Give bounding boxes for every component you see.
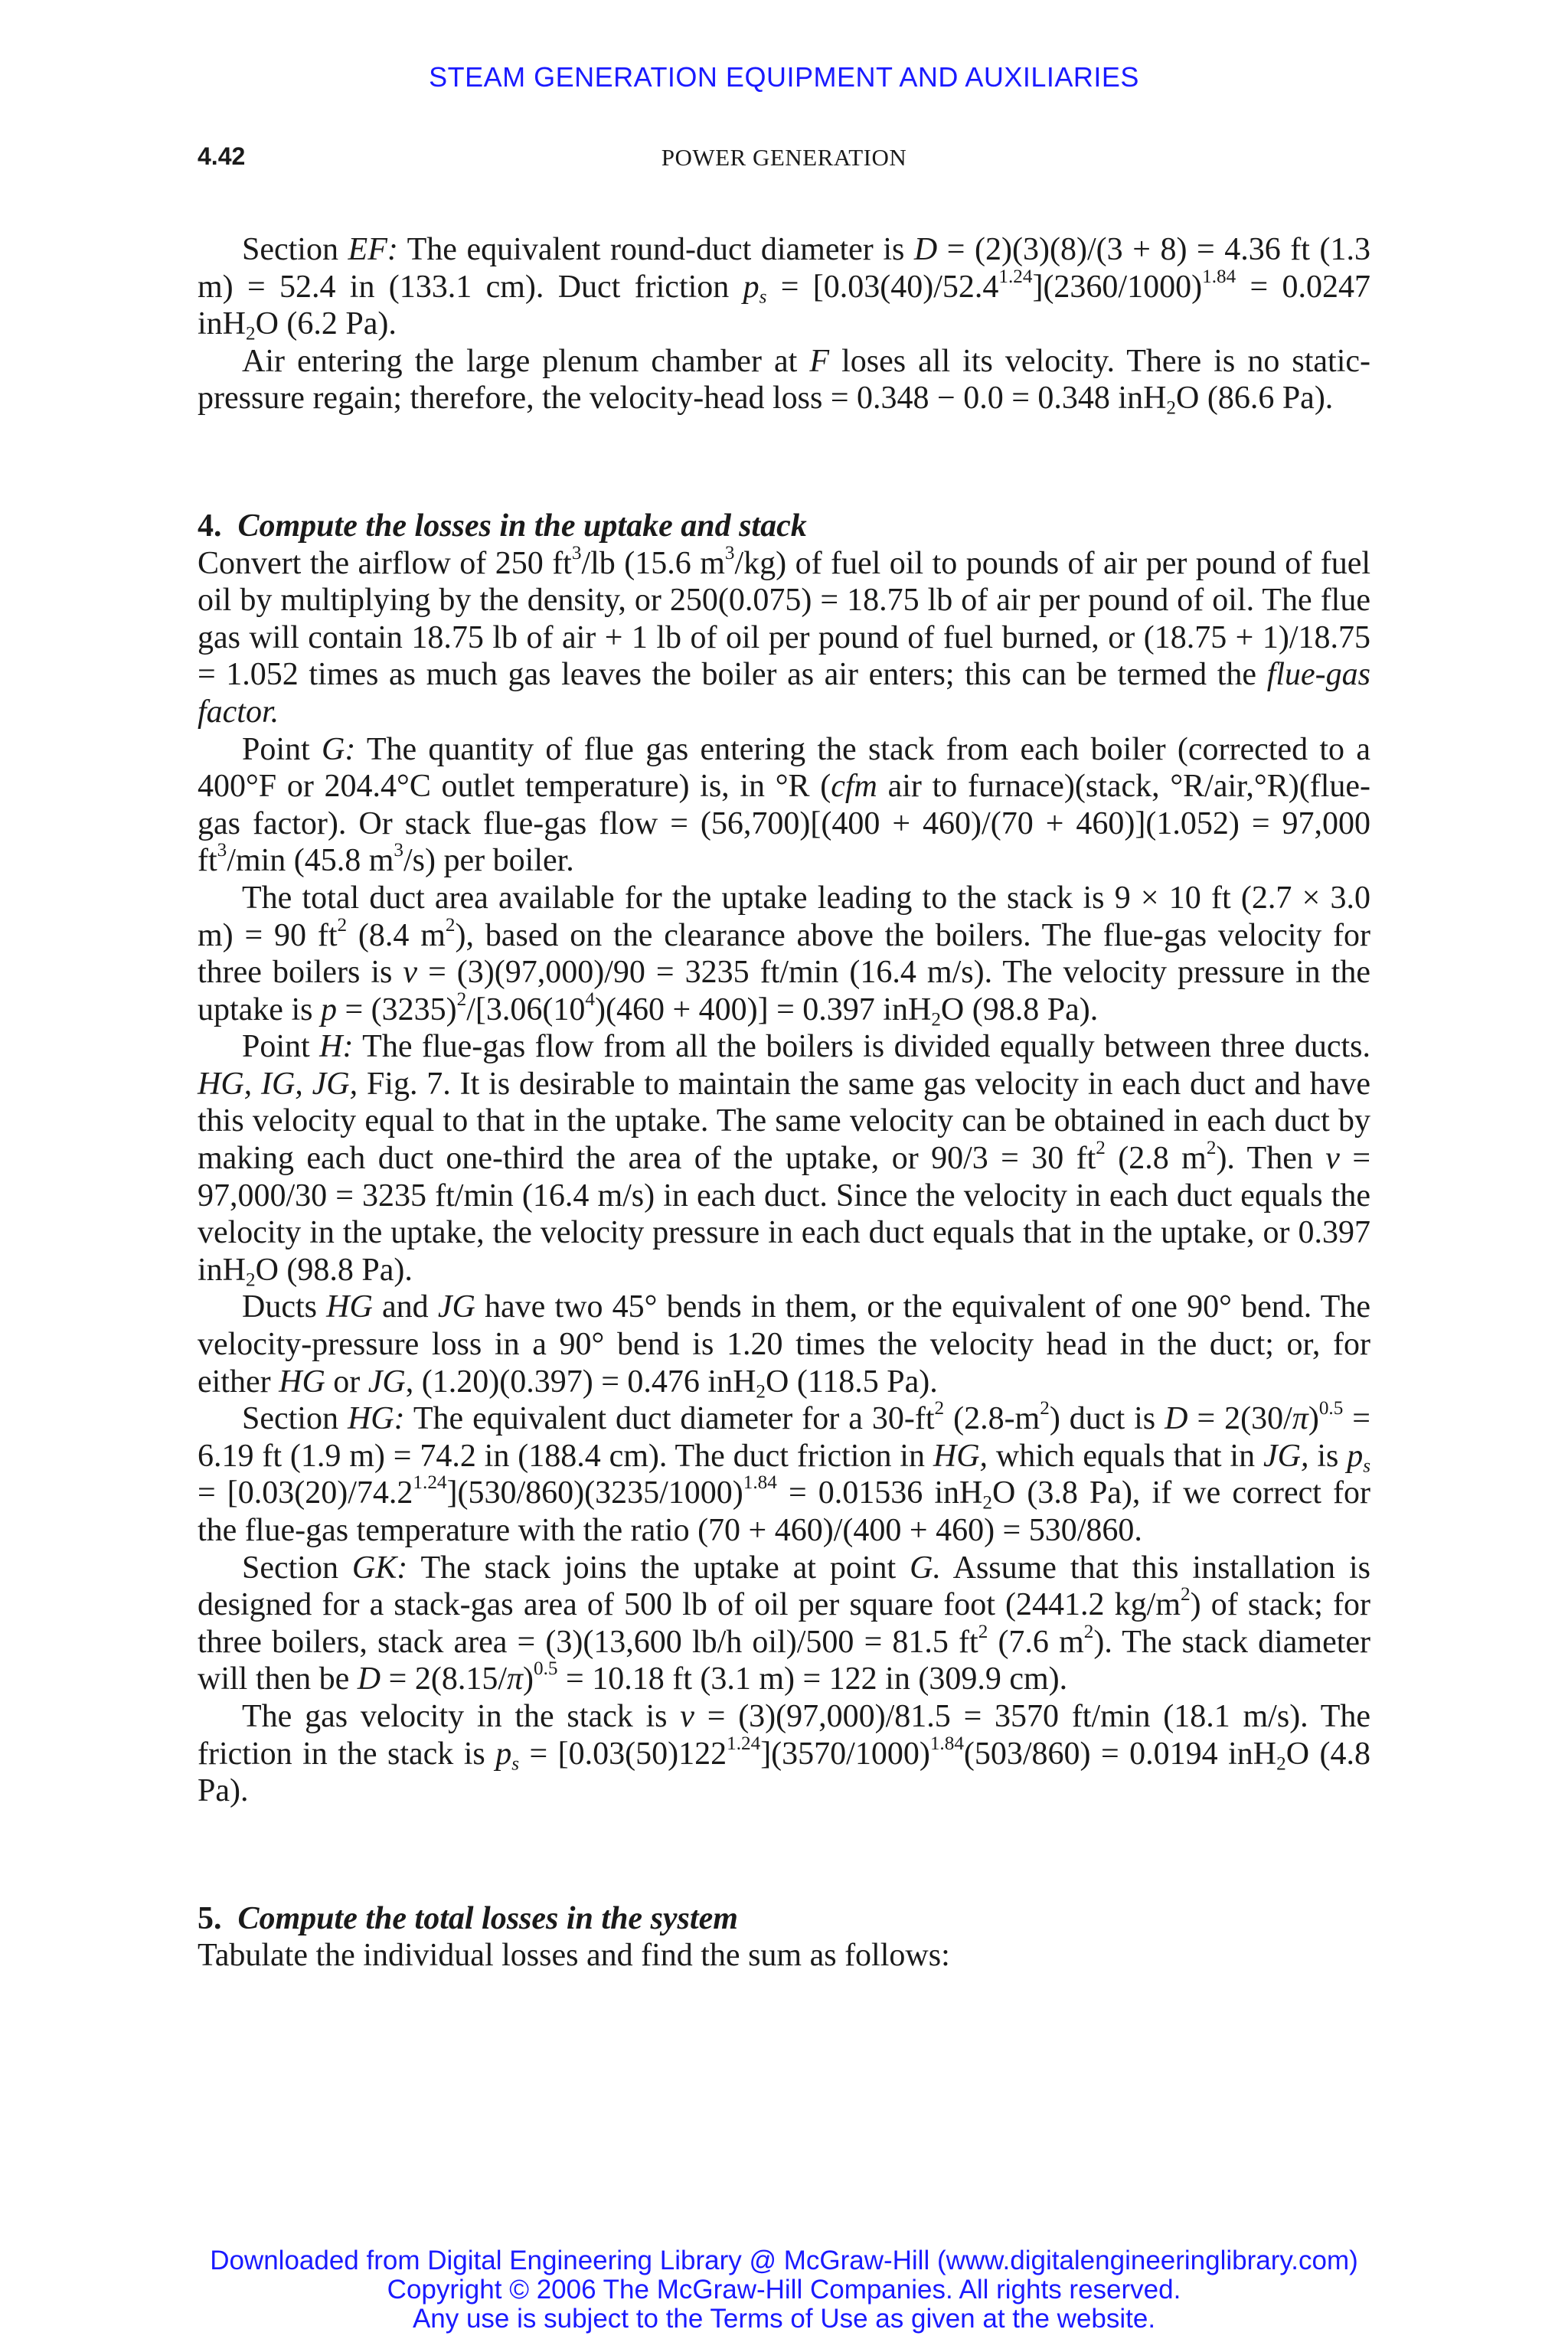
paragraph: Point G: The quantity of flue gas entering the stack from each boiler (corrected to a 400°F or 204.4°C outlet temperature) is, in °R (cfm air to furnace)(stack, °R/air,°R)(flue-gas factor). Or stack flue-gas flow = (56,700)[(400 + 460)/(70 + 460)](1.052) = 97,000 $ft^3/\min$ (45.8 $m^3/s$) per boiler. bbox=[198, 731, 1370, 879]
footer-terms: Any use is subject to the Terms of Use as given at the website. bbox=[412, 2304, 1156, 2334]
footer-download-link[interactable]: Downloaded from Digital Engineering Library @ McGraw-Hill (www.digitalengineeringlibrary.com) bbox=[210, 2246, 1358, 2275]
body-text bbox=[198, 231, 1370, 1975]
step-title: Compute the total losses in the system bbox=[237, 1900, 738, 1936]
running-head: STEAM GENERATION EQUIPMENT AND AUXILIARIES bbox=[429, 61, 1139, 93]
paragraph: Ducts HG and JG have two 45° bends in them, or the equivalent of one 90° bend. The velocity-pressure loss in a 90° bend is 1.20 times the velocity head in the duct; or, for either HG or JG, (1.20)(0.397) = 0.476 inH$_2$O (118.5 Pa). bbox=[198, 1289, 1370, 1403]
book-title: POWER GENERATION bbox=[661, 144, 907, 171]
paragraph: The gas velocity in the stack is v = (3)(97,000)/81.5 = 3570 ft/min (18.1 m/s). The friction in the stack is $p_s = [0.03(50)122^{1.24}](3570/1000)^{1.84}(503/860) = 0.0194$ inH$_2$O (4.8 Pa). bbox=[198, 1698, 1370, 1809]
paragraph: The total duct area available for the uptake leading to the stack is 9 × 10 ft (2.7 × 3.0 m) = 90 $ft^2$ (8.4 $m^2$), based on the clearance above the boilers. The flue-gas velocity for three boilers is v = (3)(97,000)/90 = 3235 ft/min (16.4 m/s). The velocity pressure in the uptake is $p = (3235)^2/[3.06(10^4)(460 + 400)] = 0.397$ inH$_2$O (98.8 Pa). bbox=[198, 880, 1371, 1031]
paragraph: Section GK: The stack joins the uptake at point G. Assume that this installation is designed for a stack-gas area of 500 lb of oil per square foot (2441.2 $kg/m^2$) of stack; for three boilers, stack area = (3)(13,600 lb/h oil)/500 = 81.5 $ft^2$ (7.6 $m^2$). The stack diameter will then be $D = 2(8.15/\pi)^{0.5} = 10.18$ ft (3.1 m) = 122 in (309.9 cm). bbox=[198, 1550, 1371, 1697]
paragraph: Section HG: The equivalent duct diameter for a $30-ft^2$ $(2.8-m^2)$ duct is $D = 2(30/\pi)^{0.5} = 6.19$ ft (1.9 m) = 74.2 in (188.4 cm). The duct friction in HG, which equals that in JG, is $p_s = [0.03(20)/74.2^{1.24}](530/860)(3235/1000)^{1.84} = 0.01536$ inH$_2$O (3.8 Pa), if we correct for the flue-gas temperature with the ratio (70 + 460)/(400 + 460) = 530/860. bbox=[198, 1398, 1371, 1548]
paragraph: Convert the airflow of 250 $ft^3/lb$ (15.6 $m^3/kg$) of fuel oil to pounds of air per pound of fuel oil by multiplying by the density, or 250(0.075) = 18.75 lb of air per pound of oil. The flue gas will contain 18.75 lb of air + 1 lb of oil per pound of fuel burned, or (18.75 + 1)/18.75 = 1.052 times as much gas leaves the boiler as air enters; this can be termed the flue-gas factor. bbox=[198, 542, 1371, 730]
step-heading bbox=[198, 508, 1370, 545]
paragraph: Section EF: The equivalent round-duct diameter is D = (2)(3)(8)/(3 + 8) = 4.36 ft (1.3 m) = 52.4 in (133.1 cm). Duct friction $p_s = [0.03(40)/52.4^{1.24}](2360/1000)^{1.84} = 0.0247$ inH$_2$O (6.2 Pa). bbox=[198, 232, 1371, 345]
paragraph: Air entering the large plenum chamber at F loses all its velocity. There is no static-pressure regain; therefore, the velocity-head loss = 0.348 − 0.0 = 0.348 inH$_2$O (86.6 Pa). bbox=[198, 343, 1370, 419]
step-heading bbox=[198, 1900, 1370, 1938]
step-number: 5. bbox=[198, 1900, 222, 1936]
paragraph: Tabulate the individual losses and find the sum as follows: bbox=[198, 1938, 950, 1974]
footer bbox=[0, 2246, 1568, 2334]
step-title: Compute the losses in the uptake and stack bbox=[237, 508, 807, 544]
step-number: 4. bbox=[198, 508, 222, 544]
page-number: 4.42 bbox=[198, 142, 246, 170]
paragraph: Point H: The flue-gas flow from all the boilers is divided equally between three ducts. HG, IG, JG, Fig. 7. It is desirable to maintain the same gas velocity in each duct and have this velocity equal to that in the uptake. The same velocity can be obtained in each duct by making each duct one-third the area of the uptake, or 90/3 = 30 $ft^2$ (2.8 $m^2$). Then v = 97,000/30 = 3235 ft/min (16.4 m/s) in each duct. Since the velocity in each duct equals the velocity in the uptake, the velocity pressure in each duct equals that in the uptake, or 0.397 inH$_2$O (98.8 Pa). bbox=[198, 1029, 1371, 1291]
footer-copyright: Copyright © 2006 The McGraw-Hill Companies. All rights reserved. bbox=[387, 2275, 1181, 2305]
